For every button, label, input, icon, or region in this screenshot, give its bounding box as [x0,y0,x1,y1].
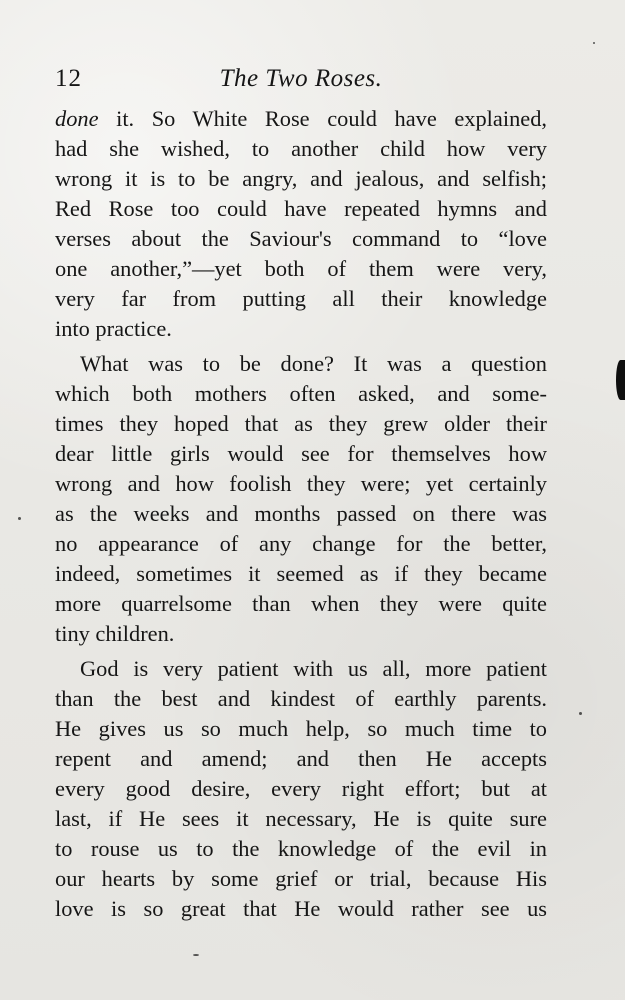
paper-speck [18,517,21,520]
paper-speck [579,712,582,715]
text-line: He gives us so much help, so much time to [55,716,547,741]
text-line: repent and amend; and then He accepts [55,746,547,771]
text-line: Red Rose too could have repeated hymns and [55,196,547,221]
text-line: into practice. [55,316,172,341]
text-line: tiny children. [55,621,175,646]
text-line: as the weeks and months passed on there was [55,501,547,526]
text-line: every good desire, every right effort; but at [55,776,547,801]
text-line: our hearts by some grief or trial, because His [55,866,547,891]
page-number: 12 [55,65,82,92]
text-line: wrong it is to be angry, and jealous, and selfish; [55,166,547,191]
italic-word: done [55,106,99,131]
text-line: wrong and how foolish they were; yet certainly [55,471,547,496]
text-line: more quarrelsome than when they were quite [55,591,547,616]
scan-edge-mark [616,360,625,400]
text-line: love is so great that He would rather see us [55,896,547,921]
text-line: very far from putting all their knowledge [55,286,547,311]
text-line: indeed, sometimes it seemed as if they became [55,561,547,586]
text-line: which both mothers often asked, and some- [55,381,547,406]
text-line: What was to be done? It was a question [80,351,547,376]
text-line: times they hoped that as they grew older their [55,411,547,436]
text-line: to rouse us to the knowledge of the evil in [55,836,547,861]
text-line: dear little girls would see for themselves how [55,441,547,466]
text-line: last, if He sees it necessary, He is quite sure [55,806,547,831]
text-line: no appearance of any change for the better, [55,531,547,556]
running-title: The Two Roses. [219,65,383,92]
paper-speck [193,954,199,956]
paper-speck [593,42,595,44]
text-line: had she wished, to another child how very [55,136,547,161]
text-line [55,104,547,134]
page-header [55,62,547,96]
line-remainder: it. So White Rose could have explained, [98,106,547,131]
text-line: verses about the Saviour's command to “love [55,226,547,251]
text-line: God is very patient with us all, more patient [80,656,547,681]
text-line: one another,”—yet both of them were very, [55,256,547,281]
text-line: than the best and kindest of earthly parents. [55,686,547,711]
body-text [55,104,547,924]
